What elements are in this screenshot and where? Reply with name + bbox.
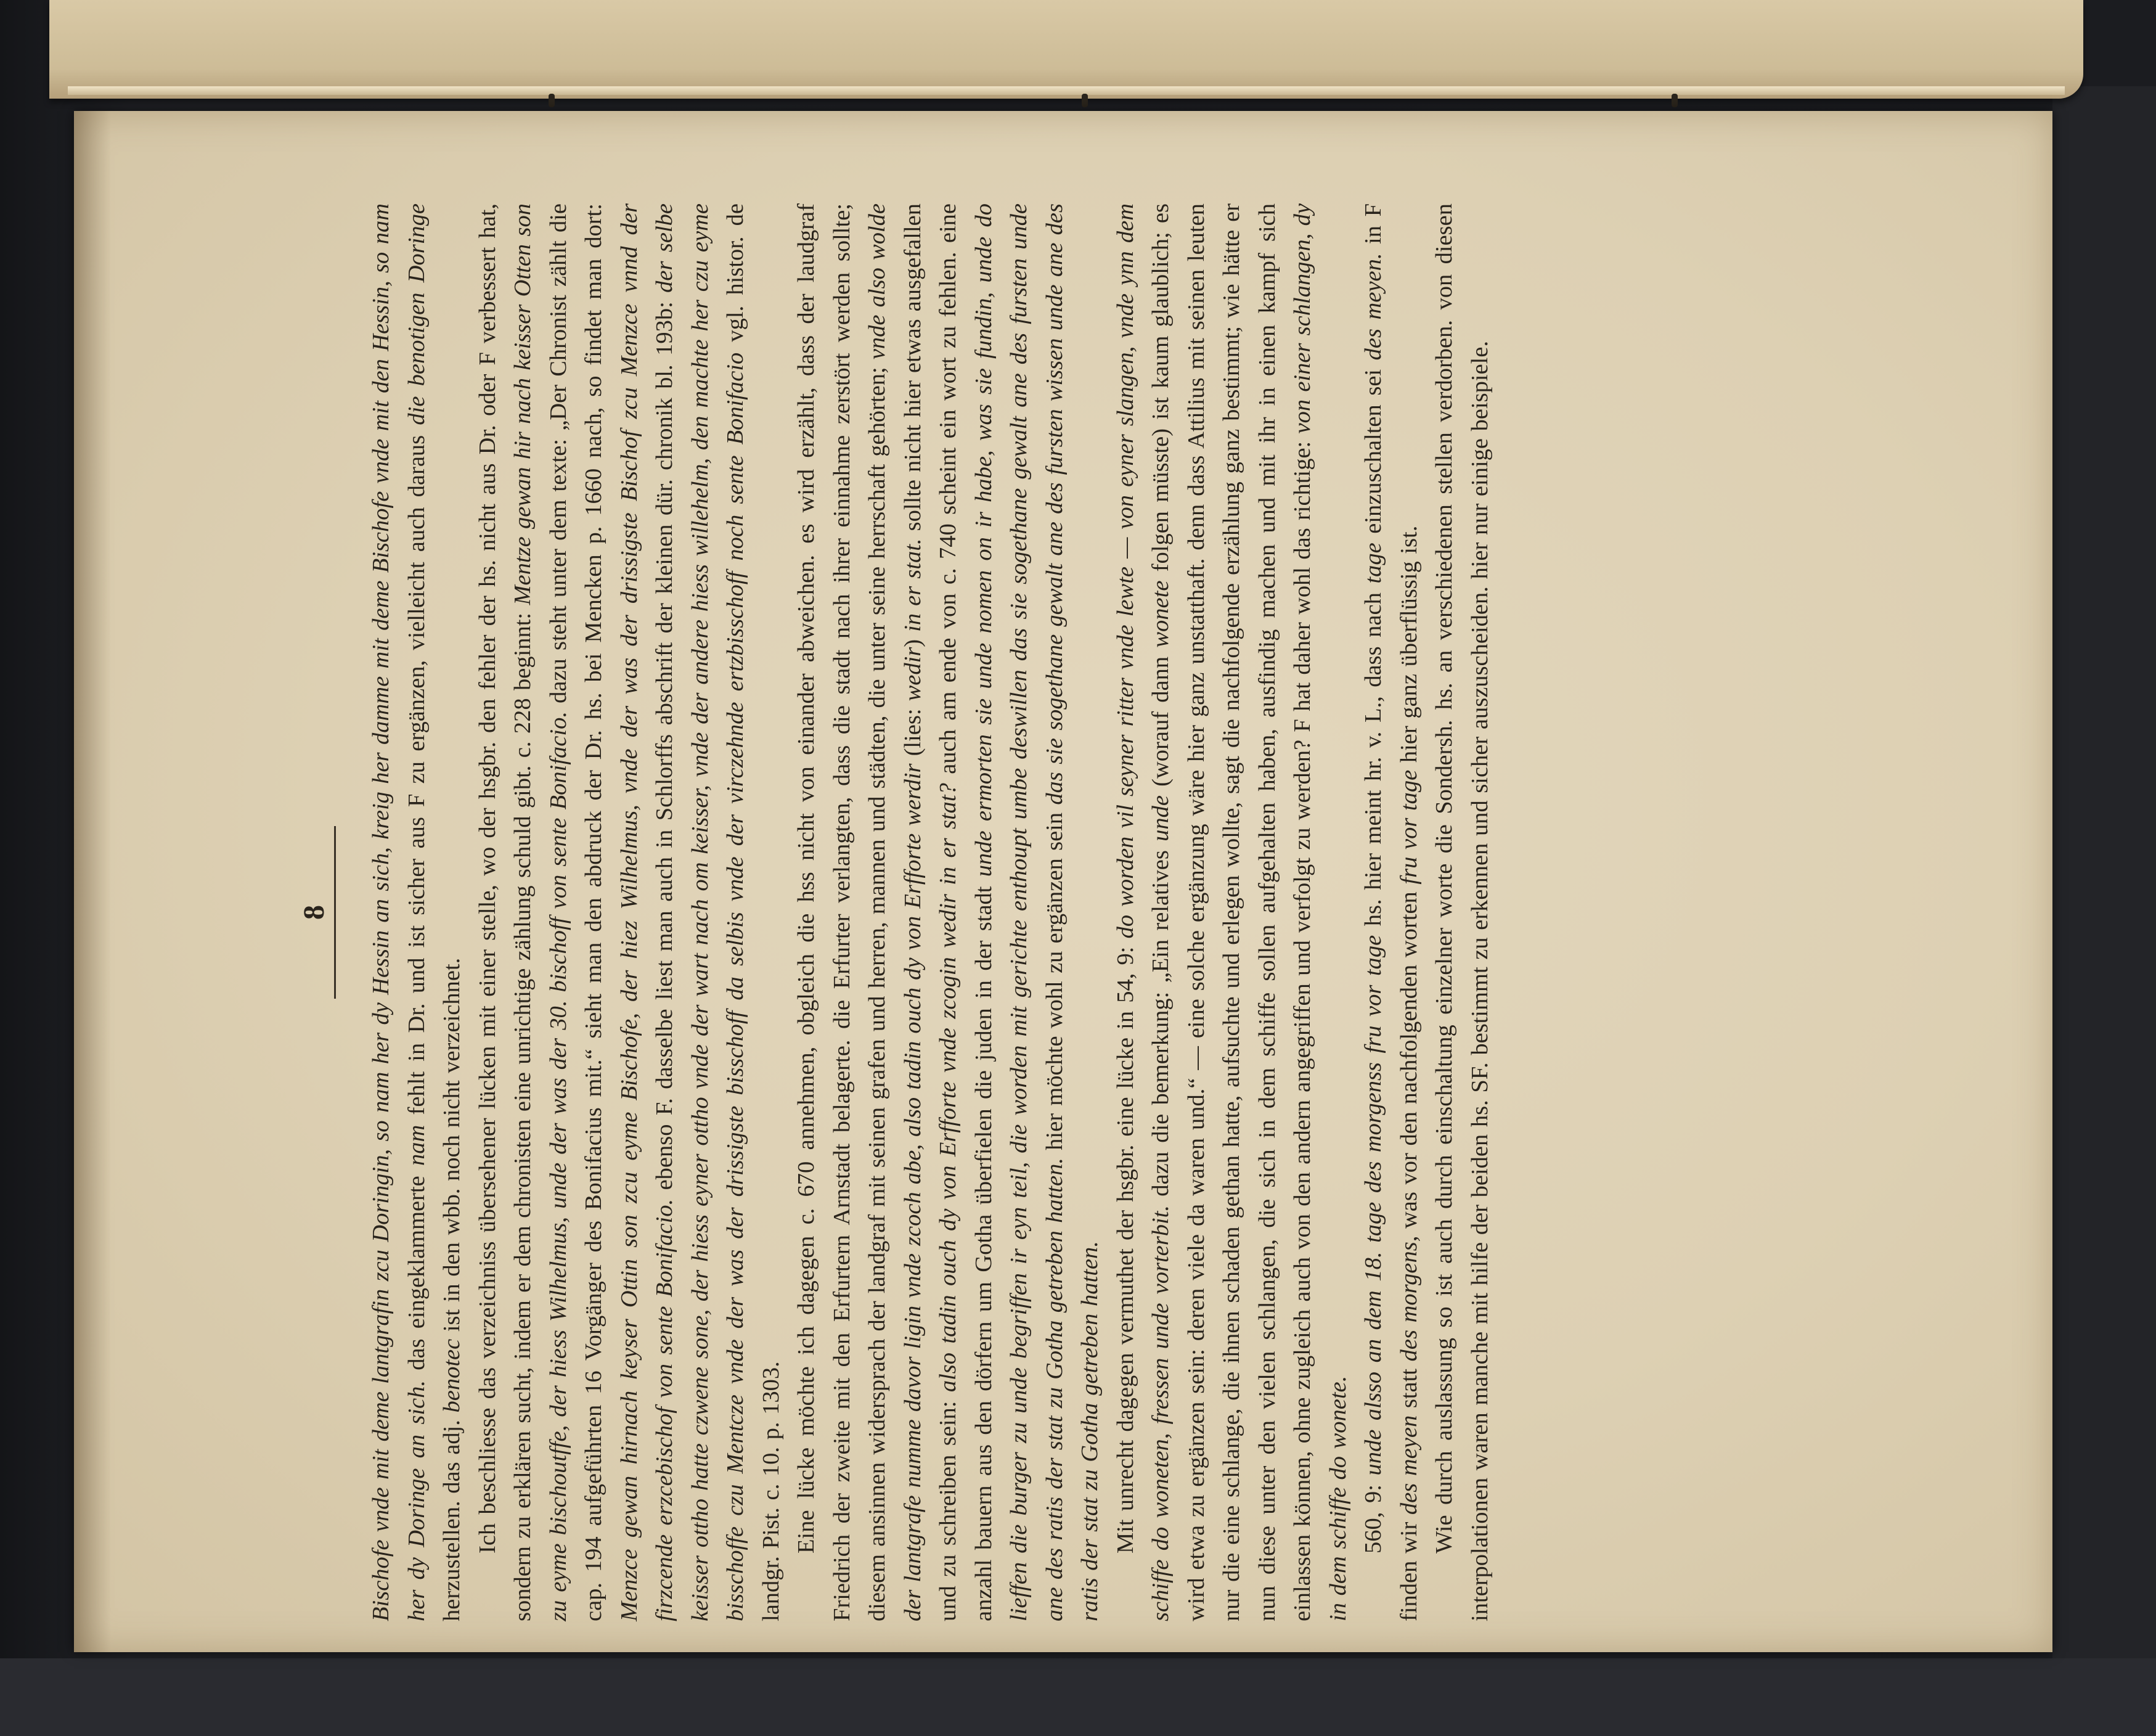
commentary-text: dazu die bemerkung: „Ein relatives <box>1148 841 1174 1205</box>
commentary-text: in F finden wir <box>1360 203 1422 1621</box>
book-cover-bottom <box>0 1658 2156 1736</box>
paragraph-p1 <box>364 203 470 1621</box>
quoted-source-text: wonete <box>1148 580 1174 648</box>
commentary-text: 560, 9: <box>1360 1475 1386 1554</box>
commentary-text: ebenso F. dasselbe liest man auch in Schlorffs abschrift der kleinen dür. chronik bl. 193b: <box>651 292 677 1199</box>
commentary-text: Eine lücke möchte ich dagegen c. 670 annehmen, obgleich die hss nicht von einander abweichen. es wird erzählt, dass der laudgraf Friedrich der zweite mit den Erfurtern Arnstadt belagerte. die Erfurter verlangten, dass die stadt nach ihrer einnahme zerstört werden sollte; diesem ansinnen widersprach der landgraf mit seinen grafen und herren, mannen und städten, die unter seine herrschaft gehörten; <box>793 203 890 1621</box>
quoted-source-text: das sie sogethane gewalt ane des fursten wissen unde ane des ratis der stat zu Gotha getreben hatten. <box>1041 203 1103 1621</box>
commentary-text: ist in den wbb. noch nicht verzeichnet. <box>439 957 465 1339</box>
preceding-leaf <box>49 0 2083 99</box>
commentary-text: statt <box>1395 1361 1422 1415</box>
paragraph-p3 <box>789 203 1108 1621</box>
quoted-source-text: vnde also wolde der lantgrafe numme davor ligin vnde zcoch abe, also tadin ouch dy von Erfforte werdir <box>864 203 926 1621</box>
commentary-text: was vor den nachfolgenden worten <box>1395 884 1422 1236</box>
page-number-rule <box>334 826 336 999</box>
paragraph-p4 <box>1108 203 1357 1621</box>
commentary-text: hs. hier meint hr. v. L., dass nach <box>1360 583 1386 935</box>
commentary-text: Wie durch auslassung so ist auch durch einschaltung einzelner worte die Sondersh. hs. an verschiedenen stellen verdorben. von diesen interpolationen waren manche mit hilfe der beiden hs. SF. bestimmt zu erkennen und sicher auszuscheiden. hier nur einige beispiele. <box>1431 203 1493 1621</box>
quoted-source-text: unde alsso an dem 18. tage des morgenss fru vor tage <box>1360 935 1386 1476</box>
quoted-source-text: der selbe keisser ottho hatte czwene sone, der hiess eyner ottho vnde der wart nach om keisser, vnde der andere hiess willehelm, den machte her czu eyme bisschoffe czu Mentcze vnde der was der drissigste bisschoff da selbis vnde der virczehnde ertzbisschoff noch sente Bonifacio <box>651 203 748 1621</box>
quoted-source-text: von einer schlangen, dy in dem schiffe do wonete. <box>1289 203 1351 1621</box>
book-cover-edge <box>2052 86 2156 1664</box>
commentary-text: das eingeklammerte <box>403 1166 430 1370</box>
commentary-text: fehlt in Dr. und ist sicher aus F zu ergänzen, vielleicht auch daraus <box>403 425 430 1125</box>
gutter-shadow <box>74 111 111 1652</box>
quoted-source-text: do worden vil seyner ritter vnde lewte — von eyner slangen, vnde ynn dem schiffe do woneten, fressen unde vorterbit. <box>1112 203 1174 1621</box>
commentary-text: einzuschalten sei <box>1360 360 1386 543</box>
quoted-source-text: Mentze gewan hir nach keisser Otten son zu eyme bischoutffe, der hiess Wilhelmus, unde der was der 30. bischoff von sente Bonifacio. <box>510 203 571 1621</box>
quoted-source-text: unde ermorten sie unde nomen on ir habe, was sie fundin, unde do lieffen die burger zu unde begriffen ir eyn teil, die worden mit gerichte enthoupt umbe deswillen das sie sogethane gewalt ane des fursten unde ane des ratis der stat zu Gotha getreben hatten. <box>970 203 1068 1621</box>
quoted-source-text: unde <box>1148 795 1174 841</box>
quoted-source-text: in er stat. <box>899 538 926 632</box>
quoted-source-text: Menzce gewan hirnach keyser Ottin son zcu eyme Bischofe, der hiez Wilhelmus, vnde der was der drissigste Bischof zcu Menzce vnnd der firzcende erzcebischof von sente Bonifacio. <box>616 203 677 1621</box>
quoted-source-text: nam <box>403 1124 430 1166</box>
commentary-text: Mit unrecht dagegen vermuthet der hsgbr. eine lücke in 54, 9: <box>1112 938 1138 1554</box>
paragraph-p6 <box>1427 203 1498 1621</box>
paragraph-p2 <box>470 203 790 1621</box>
quoted-source-text: fru vor tage <box>1395 769 1422 885</box>
rotated-page-content <box>296 203 1960 1621</box>
commentary-text: ) <box>899 631 926 647</box>
quoted-source-text: tage <box>1360 542 1386 584</box>
quoted-source-text: wedir <box>899 647 926 702</box>
commentary-text: auch am ende von c. 740 scheint ein wort zu fehlen. eine anzahl bauern aus den dörfern um Gotha überfielen die juden in der stadt <box>935 203 997 1621</box>
commentary-text: hier möchte wohl zu ergänzen sein <box>1041 805 1068 1158</box>
commentary-text: (worauf dann <box>1148 647 1174 796</box>
commentary-text: sollte nicht hier etwas ausgefallen und zu schreiben sein: <box>899 203 961 1621</box>
body-text <box>364 203 1498 1621</box>
quoted-source-text: Bischofe vnde mit deme lantgrafin zcu Doringin, so nam her dy Hessin an sich, kreig her damme mit deme Bischofe vnde mit den Hessin, so nam her dy Doringe an sich. <box>368 203 430 1621</box>
commentary-text: herzustellen. das adj. <box>439 1412 465 1621</box>
commentary-text: folgen müsste) ist kaum glaublich; es wird etwa zu ergänzen sein: deren viele da waren und.“ — eine solche ergänzung wäre hier ganz unstatthaft. denn dass Attilius mit seinen leuten nur die eine schlange, die ihnen schaden gethan hatte, aufsuchte und erlegen wollte, sagt die nachfolgende erzählung ganz bestimmt; wie hätte er nun diese unter den vielen schlangen, die sich in dem schiffe sollen aufgehalten haben, ausfindig machen und mit ihr in einen kampf sich einlassen können, ohne zugleich auch von den andern angegriffen und verfolgt zu werden? F hat daher wohl das richtige: <box>1148 203 1315 1621</box>
quoted-source-text: die benotigen Doringe <box>403 203 430 425</box>
commentary-text: dazu steht unter dem texte: „Der Chronist zählt die cap. 194 aufgeführten 16 Vorgänger des Bonifacius mit.“ sieht man den abdruck der Dr. hs. bei Mencken p. 1660 nach, so findet man dort: <box>545 203 606 1621</box>
quoted-source-text: des morgens, <box>1395 1235 1422 1362</box>
commentary-text: Ich beschliesse das verzeichniss übersehener lücken mit einer stelle, wo der hsgbr. den fehler der hs. nicht aus Dr. oder F verbessert hat, sondern zu erklären sucht, indem er dem chronisten eine unrichtige zählung schuld gibt. c. 228 beginnt: <box>474 203 536 1621</box>
commentary-text: (lies: <box>899 701 926 764</box>
commentary-text: hier ganz überflüssig ist. <box>1395 525 1422 770</box>
commentary-text: vgl. histor. de landgr. Pist. c. 10. p. 1303. <box>722 203 784 1621</box>
leaf-edge <box>68 86 2065 95</box>
paragraph-p5 <box>1356 203 1427 1621</box>
page-number: 8 <box>298 905 330 920</box>
quoted-source-text: des meyen. <box>1360 253 1386 361</box>
quoted-source-text: benotec <box>439 1338 465 1413</box>
quoted-source-text: des meyen <box>1395 1415 1422 1515</box>
quoted-source-text: also tadin ouch dy von Erfforte vnde zcogin wedir in er stat? <box>935 783 961 1393</box>
